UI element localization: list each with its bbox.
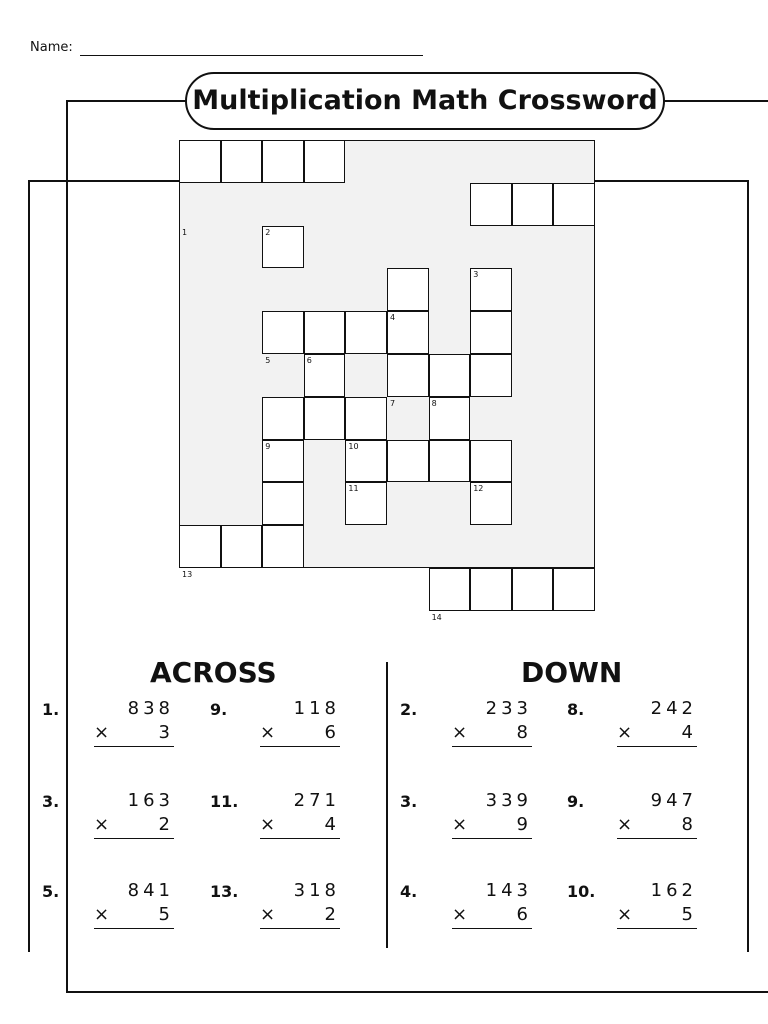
down-multiplier-row [452, 904, 532, 929]
crossword-cell[interactable] [304, 311, 346, 354]
crossword-grid [179, 140, 595, 622]
down-multiplicand: 339 [485, 790, 532, 811]
down-multiplier-row [452, 722, 532, 747]
times-sign: × [94, 722, 110, 743]
crossword-cell[interactable] [262, 482, 304, 525]
down-clue-label: 4. [400, 882, 418, 901]
across-multiplier: 2 [158, 814, 170, 835]
crossword-cell[interactable] [470, 354, 512, 397]
crossword-cell[interactable] [262, 140, 304, 183]
crossword-cell[interactable] [553, 568, 595, 611]
down-clue-label: 8. [567, 700, 585, 719]
crossword-cell[interactable] [262, 311, 304, 354]
down-clue-label: 9. [567, 792, 585, 811]
across-multiplier-row [260, 814, 340, 839]
crossword-cell[interactable] [179, 140, 221, 183]
crossword-cell[interactable] [221, 525, 263, 568]
crossword-cell[interactable] [470, 311, 512, 354]
crossword-cell[interactable] [512, 568, 554, 611]
across-clue-label: 5. [42, 882, 60, 901]
times-sign: × [617, 722, 633, 743]
down-multiplier-row [617, 722, 697, 747]
across-multiplier-row [94, 722, 174, 747]
grid-clue-number: 4 [390, 313, 396, 323]
crossword-cell[interactable] [387, 354, 429, 397]
across-multiplier: 3 [158, 722, 170, 743]
worksheet-title: Multiplication Math Crossword [185, 72, 665, 130]
across-multiplier-row [94, 904, 174, 929]
column-divider [386, 662, 388, 948]
across-multiplicand: 841 [127, 880, 174, 901]
across-multiplicand: 838 [127, 698, 174, 719]
crossword-cell[interactable] [387, 440, 429, 483]
down-clue-label: 2. [400, 700, 418, 719]
across-multiplier-row [260, 722, 340, 747]
crossword-cell[interactable] [345, 311, 387, 354]
grid-clue-number: 9 [265, 441, 271, 451]
crossword-cell[interactable] [179, 525, 221, 568]
grid-clue-number: 12 [473, 484, 484, 494]
crossword-cell[interactable] [429, 354, 471, 397]
grid-clue-number: 7 [390, 398, 396, 408]
crossword-cell[interactable] [304, 140, 346, 183]
across-multiplicand: 271 [293, 790, 340, 811]
crossword-cell[interactable] [262, 397, 304, 440]
crossword-cell[interactable] [429, 568, 471, 611]
down-multiplier: 8 [516, 722, 528, 743]
times-sign: × [260, 814, 276, 835]
crossword-cell[interactable] [304, 397, 346, 440]
down-multiplier: 9 [516, 814, 528, 835]
times-sign: × [260, 722, 276, 743]
across-clue-label: 1. [42, 700, 60, 719]
times-sign: × [452, 904, 468, 925]
down-multiplier: 4 [681, 722, 693, 743]
crossword-cell[interactable] [221, 140, 263, 183]
across-multiplicand: 118 [293, 698, 340, 719]
down-multiplicand: 233 [485, 698, 532, 719]
name-label: Name: [30, 40, 73, 55]
down-clue-label: 3. [400, 792, 418, 811]
down-multiplicand: 947 [650, 790, 697, 811]
grid-clue-number: 1 [182, 227, 188, 237]
across-clue-label: 11. [210, 792, 239, 811]
times-sign: × [94, 904, 110, 925]
down-multiplier-row [452, 814, 532, 839]
times-sign: × [452, 722, 468, 743]
grid-clue-number: 3 [473, 270, 479, 280]
grid-clue-number: 10 [348, 441, 359, 451]
across-multiplier: 2 [324, 904, 336, 925]
times-sign: × [94, 814, 110, 835]
times-sign: × [452, 814, 468, 835]
crossword-cell[interactable] [470, 183, 512, 226]
across-multiplier: 6 [324, 722, 336, 743]
grid-clue-number: 14 [431, 612, 442, 622]
across-multiplicand: 318 [293, 880, 340, 901]
down-multiplier: 5 [681, 904, 693, 925]
crossword-cell[interactable] [470, 440, 512, 483]
grid-clue-number: 6 [306, 356, 312, 365]
across-multiplier-row [94, 814, 174, 839]
down-clue-label: 10. [567, 882, 596, 901]
grid-clue-number: 5 [265, 356, 271, 365]
across-multiplicand: 163 [127, 790, 174, 811]
down-multiplier: 8 [681, 814, 693, 835]
crossword-cell[interactable] [512, 183, 554, 226]
grid-clue-number: 13 [182, 570, 193, 579]
grid-clue-number: 2 [265, 227, 271, 237]
crossword-cell[interactable] [553, 183, 595, 226]
down-multiplicand: 143 [485, 880, 532, 901]
down-multiplier-row [617, 904, 697, 929]
across-clue-label: 13. [210, 882, 239, 901]
times-sign: × [617, 904, 633, 925]
across-multiplier-row [260, 904, 340, 929]
name-line[interactable] [80, 55, 423, 56]
across-clue-label: 9. [210, 700, 228, 719]
times-sign: × [617, 814, 633, 835]
crossword-cell[interactable] [262, 525, 304, 568]
across-heading: ACROSS [150, 656, 277, 689]
crossword-cell[interactable] [470, 568, 512, 611]
down-multiplier-row [617, 814, 697, 839]
crossword-cell[interactable] [387, 268, 429, 311]
down-heading: DOWN [521, 656, 623, 689]
grid-clue-number: 11 [348, 484, 359, 494]
times-sign: × [260, 904, 276, 925]
down-multiplicand: 162 [650, 880, 697, 901]
across-multiplier: 4 [324, 814, 336, 835]
down-multiplicand: 242 [650, 698, 697, 719]
crossword-cell[interactable] [429, 440, 471, 483]
grid-clue-number: 8 [431, 398, 437, 408]
across-clue-label: 3. [42, 792, 60, 811]
across-multiplier: 5 [158, 904, 170, 925]
down-multiplier: 6 [516, 904, 528, 925]
crossword-cell[interactable] [345, 397, 387, 440]
